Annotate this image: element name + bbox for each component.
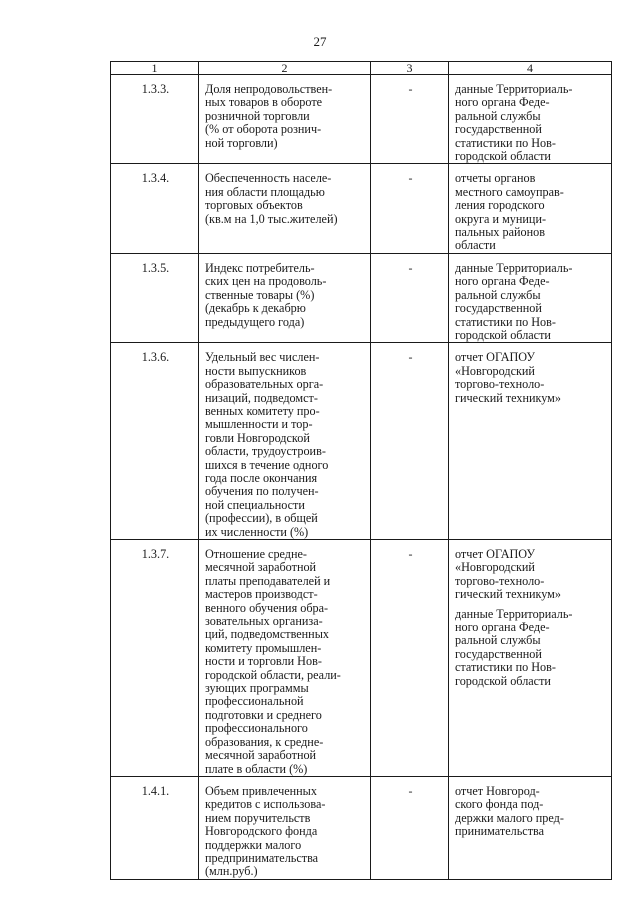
data-source-block xyxy=(455,351,607,405)
row-number: 1.3.4. xyxy=(111,164,199,253)
data-source-block xyxy=(455,608,607,688)
indicator-name-line: нием поручительств xyxy=(205,810,311,825)
data-source-line: гический техникум» xyxy=(455,587,561,602)
indicator-name xyxy=(199,343,371,540)
indicator-name-line: Новгородского фонда xyxy=(205,824,318,839)
page-number: 27 xyxy=(313,34,327,49)
table-row xyxy=(111,253,612,342)
data-source-line: отчет ОГАПОУ xyxy=(455,350,536,365)
indicator-name-line: (млн.руб.) xyxy=(205,864,258,879)
data-source-line: данные Территориаль- xyxy=(455,82,573,96)
data-source-line: торгово-техноло- xyxy=(455,573,545,588)
data-source-line: городской области xyxy=(455,149,551,164)
indicator-name-line: Доля непродовольствен- xyxy=(205,82,333,96)
indicator-name-line: низаций, подведомст- xyxy=(205,390,318,405)
value-dash: - xyxy=(371,776,449,879)
data-source-line: ского фонда под- xyxy=(455,797,544,812)
indicator-name-line: образовательных орга- xyxy=(205,377,324,392)
table-header-row xyxy=(111,62,612,75)
indicator-name-line: ния области площадью xyxy=(205,184,325,199)
data-source-line: ральной службы xyxy=(455,633,541,648)
value-dash: - xyxy=(371,540,449,777)
indicator-name-line: области, трудоустроив- xyxy=(205,444,326,459)
indicator-name-line: ной торговли) xyxy=(205,135,278,150)
data-source-line: области xyxy=(455,238,496,253)
table-row xyxy=(111,164,612,253)
row-number: 1.3.5. xyxy=(111,253,199,342)
indicator-name-line: Обеспеченность населе- xyxy=(205,171,332,186)
indicator-name-line: зующих программы xyxy=(205,681,309,696)
indicator-name-line: профессионального xyxy=(205,721,308,736)
table-row xyxy=(111,776,612,879)
data-source-line: государственной xyxy=(455,122,542,137)
data-source-line: ного органа Федe- xyxy=(455,274,550,289)
data-source-line: принимательства xyxy=(455,824,545,839)
indicator-name-line: Отношение средне- xyxy=(205,547,307,561)
data-source-line: статистики по Нов- xyxy=(455,314,556,329)
data-source xyxy=(449,343,612,540)
value-dash: - xyxy=(371,164,449,253)
data-source-block xyxy=(455,83,607,163)
data-source-line: местного самоуправ- xyxy=(455,184,564,199)
data-source-line: ления городского xyxy=(455,198,545,213)
indicator-name-line: мастеров производст- xyxy=(205,587,318,602)
value-dash: - xyxy=(371,75,449,164)
value-dash: - xyxy=(371,343,449,540)
data-source xyxy=(449,75,612,164)
data-source-line: ральной службы xyxy=(455,108,541,123)
indicator-name-line: года после окончания xyxy=(205,470,318,485)
column-header-4: 4 xyxy=(449,62,612,75)
indicator-name-line: (профессии), в общей xyxy=(205,511,318,526)
data-source-line: данные Территориаль- xyxy=(455,260,573,275)
data-source-line: «Новгородский xyxy=(455,363,535,378)
indicator-name-line: венных комитету про- xyxy=(205,403,320,418)
indicator-name-line: профессиональной xyxy=(205,694,304,709)
data-source-block xyxy=(455,548,607,602)
data-source-line: государственной xyxy=(455,301,542,316)
table-row xyxy=(111,540,612,777)
row-number: 1.3.6. xyxy=(111,343,199,540)
indicator-name-line: Индекс потребитель- xyxy=(205,260,315,275)
indicator-name-line: шихся в течение одного xyxy=(205,457,329,472)
data-source-line: «Новгородский xyxy=(455,560,535,575)
indicator-name-line: поддержки малого xyxy=(205,837,302,852)
table-row xyxy=(111,75,612,164)
indicator-name-line: (кв.м на 1,0 тыс.жителей) xyxy=(205,211,338,226)
indicator-name-line: зовательных организа- xyxy=(205,614,323,629)
data-source xyxy=(449,253,612,342)
data-source-line: ральной службы xyxy=(455,287,541,302)
indicator-name-line: месячной заработной xyxy=(205,560,317,575)
row-number: 1.4.1. xyxy=(111,776,199,879)
indicator-name xyxy=(199,75,371,164)
indicator-name-line: платы преподавателей и xyxy=(205,573,331,588)
column-header-2: 2 xyxy=(199,62,371,75)
data-source xyxy=(449,540,612,777)
data-source-block xyxy=(455,172,607,252)
indicator-name-line: предыдущего года) xyxy=(205,314,305,329)
indicator-name-line: предпринимательства xyxy=(205,850,319,865)
row-number: 1.3.7. xyxy=(111,540,199,777)
data-source-line: держки малого пред- xyxy=(455,810,564,825)
indicator-name-line: плате в области (%) xyxy=(205,761,308,776)
column-header-3: 3 xyxy=(371,62,449,75)
data-source-line: отчет Новгород- xyxy=(455,783,540,798)
indicator-name-line: месячной заработной xyxy=(205,748,317,763)
data-source-line: данные Территориаль- xyxy=(455,606,573,621)
column-header-1: 1 xyxy=(111,62,199,75)
indicator-name-line: кредитов с использова- xyxy=(205,797,326,812)
row-number: 1.3.3. xyxy=(111,75,199,164)
indicator-name-line: образования, к средне- xyxy=(205,734,324,749)
data-source-block xyxy=(455,785,607,839)
indicator-name-line: мышленности и тор- xyxy=(205,417,313,432)
indicator-name-line: розничной торговли xyxy=(205,108,310,123)
value-dash: - xyxy=(371,253,449,342)
data-source-block xyxy=(455,262,607,342)
data-source xyxy=(449,776,612,879)
indicator-name-line: говли Новгородской xyxy=(205,430,310,445)
data-source-line: городской области xyxy=(455,673,551,688)
indicators-table xyxy=(110,61,612,880)
indicator-name-line: ности выпускников xyxy=(205,363,307,378)
table-body xyxy=(111,75,612,880)
indicator-name-line: венного обучения обра- xyxy=(205,600,329,615)
indicator-name-line: Удельный вес числен- xyxy=(205,350,320,365)
indicator-name xyxy=(199,164,371,253)
indicator-name-line: Объем привлеченных xyxy=(205,783,317,798)
data-source-line: пальных районов xyxy=(455,225,546,240)
data-source-line: статистики по Нов- xyxy=(455,660,556,675)
data-source-line: статистики по Нов- xyxy=(455,135,556,150)
indicator-name-line: ственные товары (%) xyxy=(205,287,315,302)
indicator-name-line: торговых объектов xyxy=(205,198,303,213)
indicator-name xyxy=(199,540,371,777)
indicator-name-line: ности и торговли Нов- xyxy=(205,654,322,669)
indicator-name-line: подготовки и среднего xyxy=(205,707,322,722)
data-source xyxy=(449,164,612,253)
indicator-name xyxy=(199,776,371,879)
indicator-name-line: ной специальности xyxy=(205,497,305,512)
data-source-line: округа и муници- xyxy=(455,211,547,226)
indicator-name-line: их численности (%) xyxy=(205,524,309,539)
indicator-name-line: (декабрь к декабрю xyxy=(205,301,306,316)
indicator-name-line: (% от оборота рознич- xyxy=(205,122,322,137)
data-source-line: государственной xyxy=(455,646,542,661)
data-source-line: отчеты органов xyxy=(455,171,536,186)
indicator-name-line: ций, подведомственных xyxy=(205,627,329,642)
indicator-name-line: ных товаров в обороте xyxy=(205,95,323,110)
indicator-name-line: ских цен на продоволь- xyxy=(205,274,327,289)
data-source-line: ного органа Федe- xyxy=(455,95,550,110)
table-row xyxy=(111,343,612,540)
indicator-name xyxy=(199,253,371,342)
data-source-line: отчет ОГАПОУ xyxy=(455,547,536,561)
data-source-line: торгово-техноло- xyxy=(455,377,545,392)
indicator-name-line: комитету промышлен- xyxy=(205,640,322,655)
data-source-line: гический техникум» xyxy=(455,390,561,405)
data-source-line: ного органа Феде- xyxy=(455,620,550,635)
indicator-name-line: обучения по получен- xyxy=(205,484,319,499)
data-source-line: городской области xyxy=(455,327,551,342)
indicator-name-line: городской области, реали- xyxy=(205,667,341,682)
